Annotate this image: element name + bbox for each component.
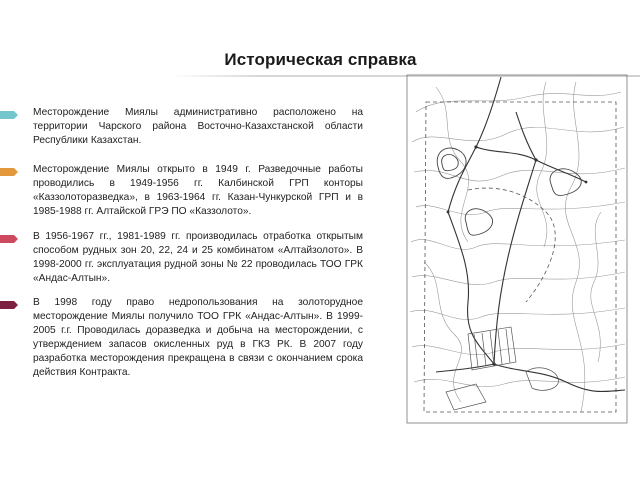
bullet-arrow-teal-icon	[0, 111, 18, 119]
bullet-arrow-maroon-icon	[0, 301, 18, 309]
paragraph-subsoil-rights: В 1998 году право недропользования на золоторудное месторождение Миялы получило ТОО ГРК «Андас-Алтын». В 1999-2005 г.г. Проводилась доразведка и добыча на месторождении, с утверждением запасов окисленных руд в ГКЗ РК. В 2007 году разработка месторождения прекращена в связи с окончанием срока действия Контракта.	[33, 297, 363, 378]
slide-title: Историческая справка	[224, 50, 417, 69]
map-markers	[447, 145, 588, 365]
map-roads	[436, 77, 625, 392]
map-contours	[410, 82, 625, 412]
map-pits	[437, 148, 581, 235]
map-frame	[407, 75, 627, 423]
bullet-arrow-red-icon	[0, 235, 18, 243]
paragraph-mining-history: В 1956-1967 гг., 1981-1989 гг. производилась отработка открытым способом рудных зон 20, 22, 24 и 25 комбинатом «Алтайзолото». В 1998-2000 гг. эксплуатация рудной зоны № 22 проводилась ТОО ГРК «Андас-Алтын».	[33, 231, 363, 284]
paragraph-location: Месторождение Миялы административно расположено на территории Чарского района Восточно-Казахстанской области Республики Казахстан.	[33, 107, 363, 146]
paragraph-discovery: Месторождение Миялы открыто в 1949 г. Разведочные работы проводились в 1949-1956 гг. Калбинской ГРП конторы «Каззолоторазведка», в 1963-1964 гг. Казан-Чункурской ГРП и в 1985-1988 гг. Алтайской ГРЭ ПО «Каззолото».	[33, 164, 363, 217]
bullet-arrow-orange-icon	[0, 168, 18, 176]
deposit-map-image	[376, 72, 632, 432]
